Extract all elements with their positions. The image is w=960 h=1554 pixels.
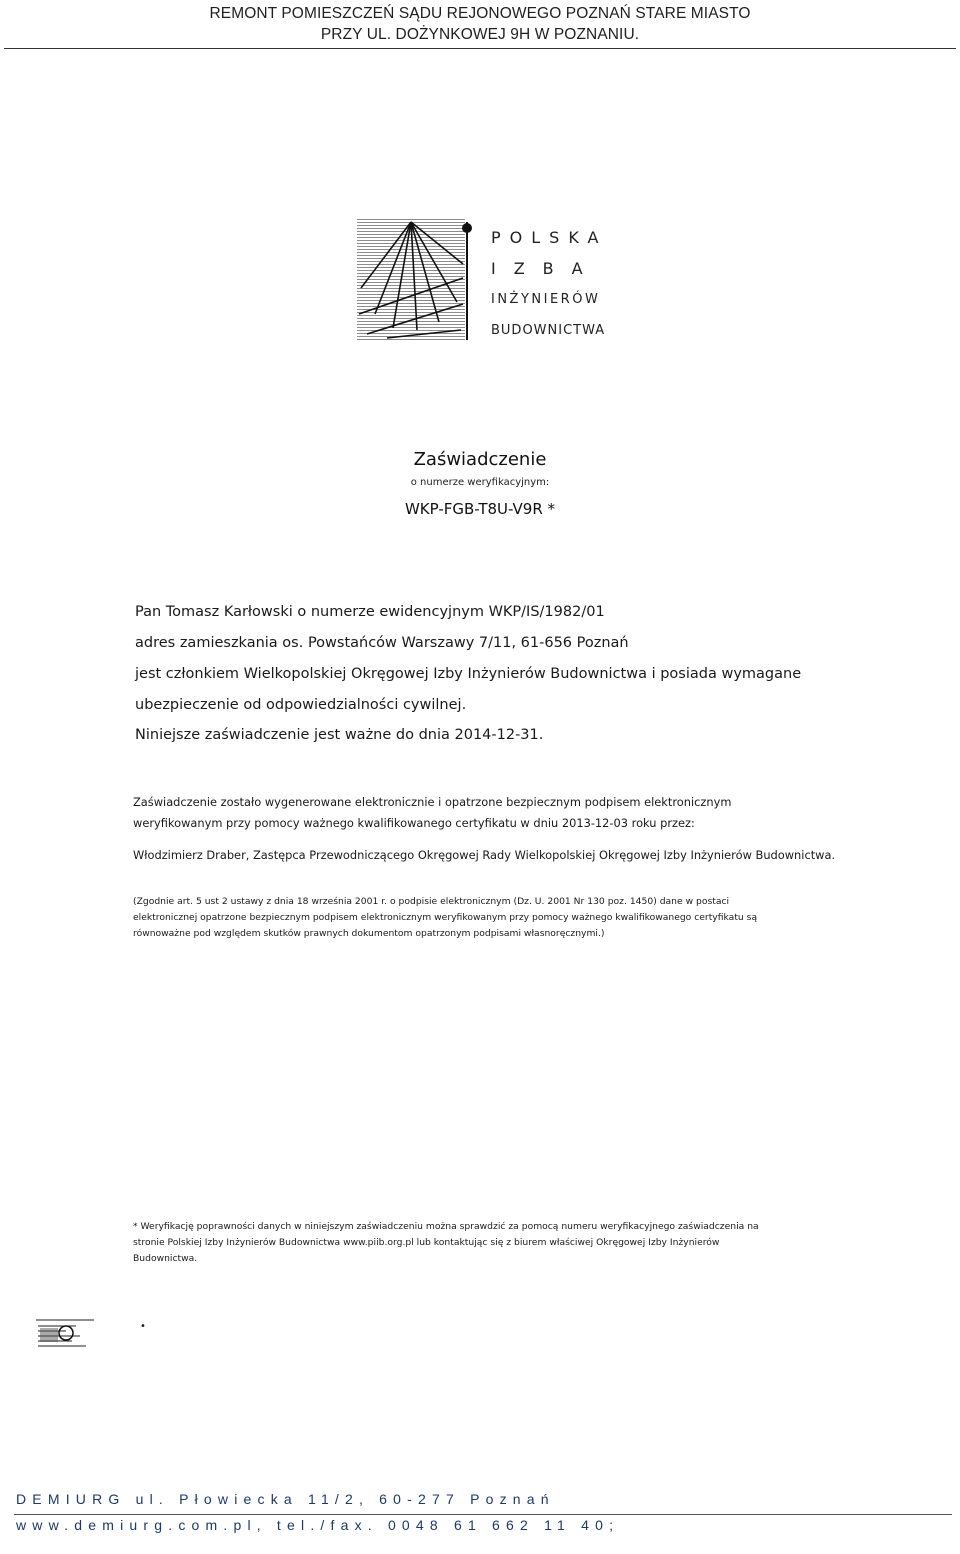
logo-wordmark [491,222,607,346]
legal-line-3: równoważne pod względem skutków prawnych dokumentom opatrzonym podpisami własnoręcznymi.) [133,928,605,939]
piib-emblem-icon [357,218,485,342]
logo-word-inzynierow: INŻYNIERÓW [491,292,601,307]
header-line-2: PRZY UL. DOŻYNKOWEJ 9H W POZNANIU. [320,26,640,43]
logo-word-polska: POLSKA [491,228,608,247]
certificate-title: Zaświadczenie [413,449,547,470]
logo-word-budownictwa: BUDOWNICTWA [491,323,606,338]
signer-line: Włodzimierz Draber, Zastępca Przewodniczącego Okręgowej Rady Wielkopolskiej Okręgowej Izby Inżynierów Budownictwa. [133,848,836,862]
footnote-line-3: Budownictwa. [133,1253,198,1264]
body-line-4: ubezpieczenie od odpowiedzialności cywilnej. [135,697,467,713]
footnote-line-2: stronie Polskiej Izby Inżynierów Budownictwa www.piib.org.pl lub kontaktując się z biurem właściwej Okręgowej Izby Inżynierów [133,1237,720,1248]
footnote-line-1: * Weryfikację poprawności danych w niniejszym zaświadczeniu można sprawdzić za pomocą numeru weryfikacyjnego zaświadczenia na [133,1221,759,1232]
verification-code: WKP-FGB-T8U-V9R * [404,500,556,518]
body-line-1: Pan Tomasz Karłowski o numerze ewidencyjnym WKP/IS/1982/01 [135,604,605,620]
body-line-3: jest członkiem Wielkopolskiej Okręgowej Izby Inżynierów Budownictwa i posiada wymagane [135,666,802,682]
body-line-2: adres zamieszkania os. Powstańców Warszawy 7/11, 61-656 Poznań [135,635,629,651]
header-divider [4,48,956,49]
stamp-bullet: • [140,1321,146,1332]
footer-contact: www.demiurg.com.pl, tel./fax. 0048 61 662 11 40; [16,1517,620,1533]
certificate-subtitle: o numerze weryfikacyjnym: [410,477,550,488]
document-header [0,0,960,45]
signature-note-line-2: weryfikowanym przy pomocy ważnego kwalifikowanego certyfikatu w dniu 2013-12-03 roku przez: [133,816,695,830]
certification-stamp-icon [36,1316,94,1350]
legal-line-2: elektronicznej opatrzone bezpiecznym podpisem elektronicznym weryfikowanym przy pomocy ważnego kwalifikowanego certyfikatu są [133,912,758,923]
validity-line: Niniejsze zaświadczenie jest ważne do dnia 2014-12-31. [135,727,544,743]
piib-logo [357,218,617,344]
legal-line-1: (Zgodnie art. 5 ust 2 ustawy z dnia 18 września 2001 r. o podpisie elektronicznym (Dz. U. 2001 Nr 130 poz. 1450) dane w postaci [133,896,730,907]
footer-divider [14,1514,952,1515]
footer-address: DEMIURG ul. Płowiecka 11/2, 60-277 Poznań [16,1491,555,1507]
logo-word-izba: IZBA [491,259,601,278]
signature-note-line-1: Zaświadczenie zostało wygenerowane elektronicznie i opatrzone bezpiecznym podpisem elektronicznym [133,795,732,809]
header-line-1: REMONT POMIESZCZEŃ SĄDU REJONOWEGO POZNAŃ STARE MIASTO [209,5,751,22]
